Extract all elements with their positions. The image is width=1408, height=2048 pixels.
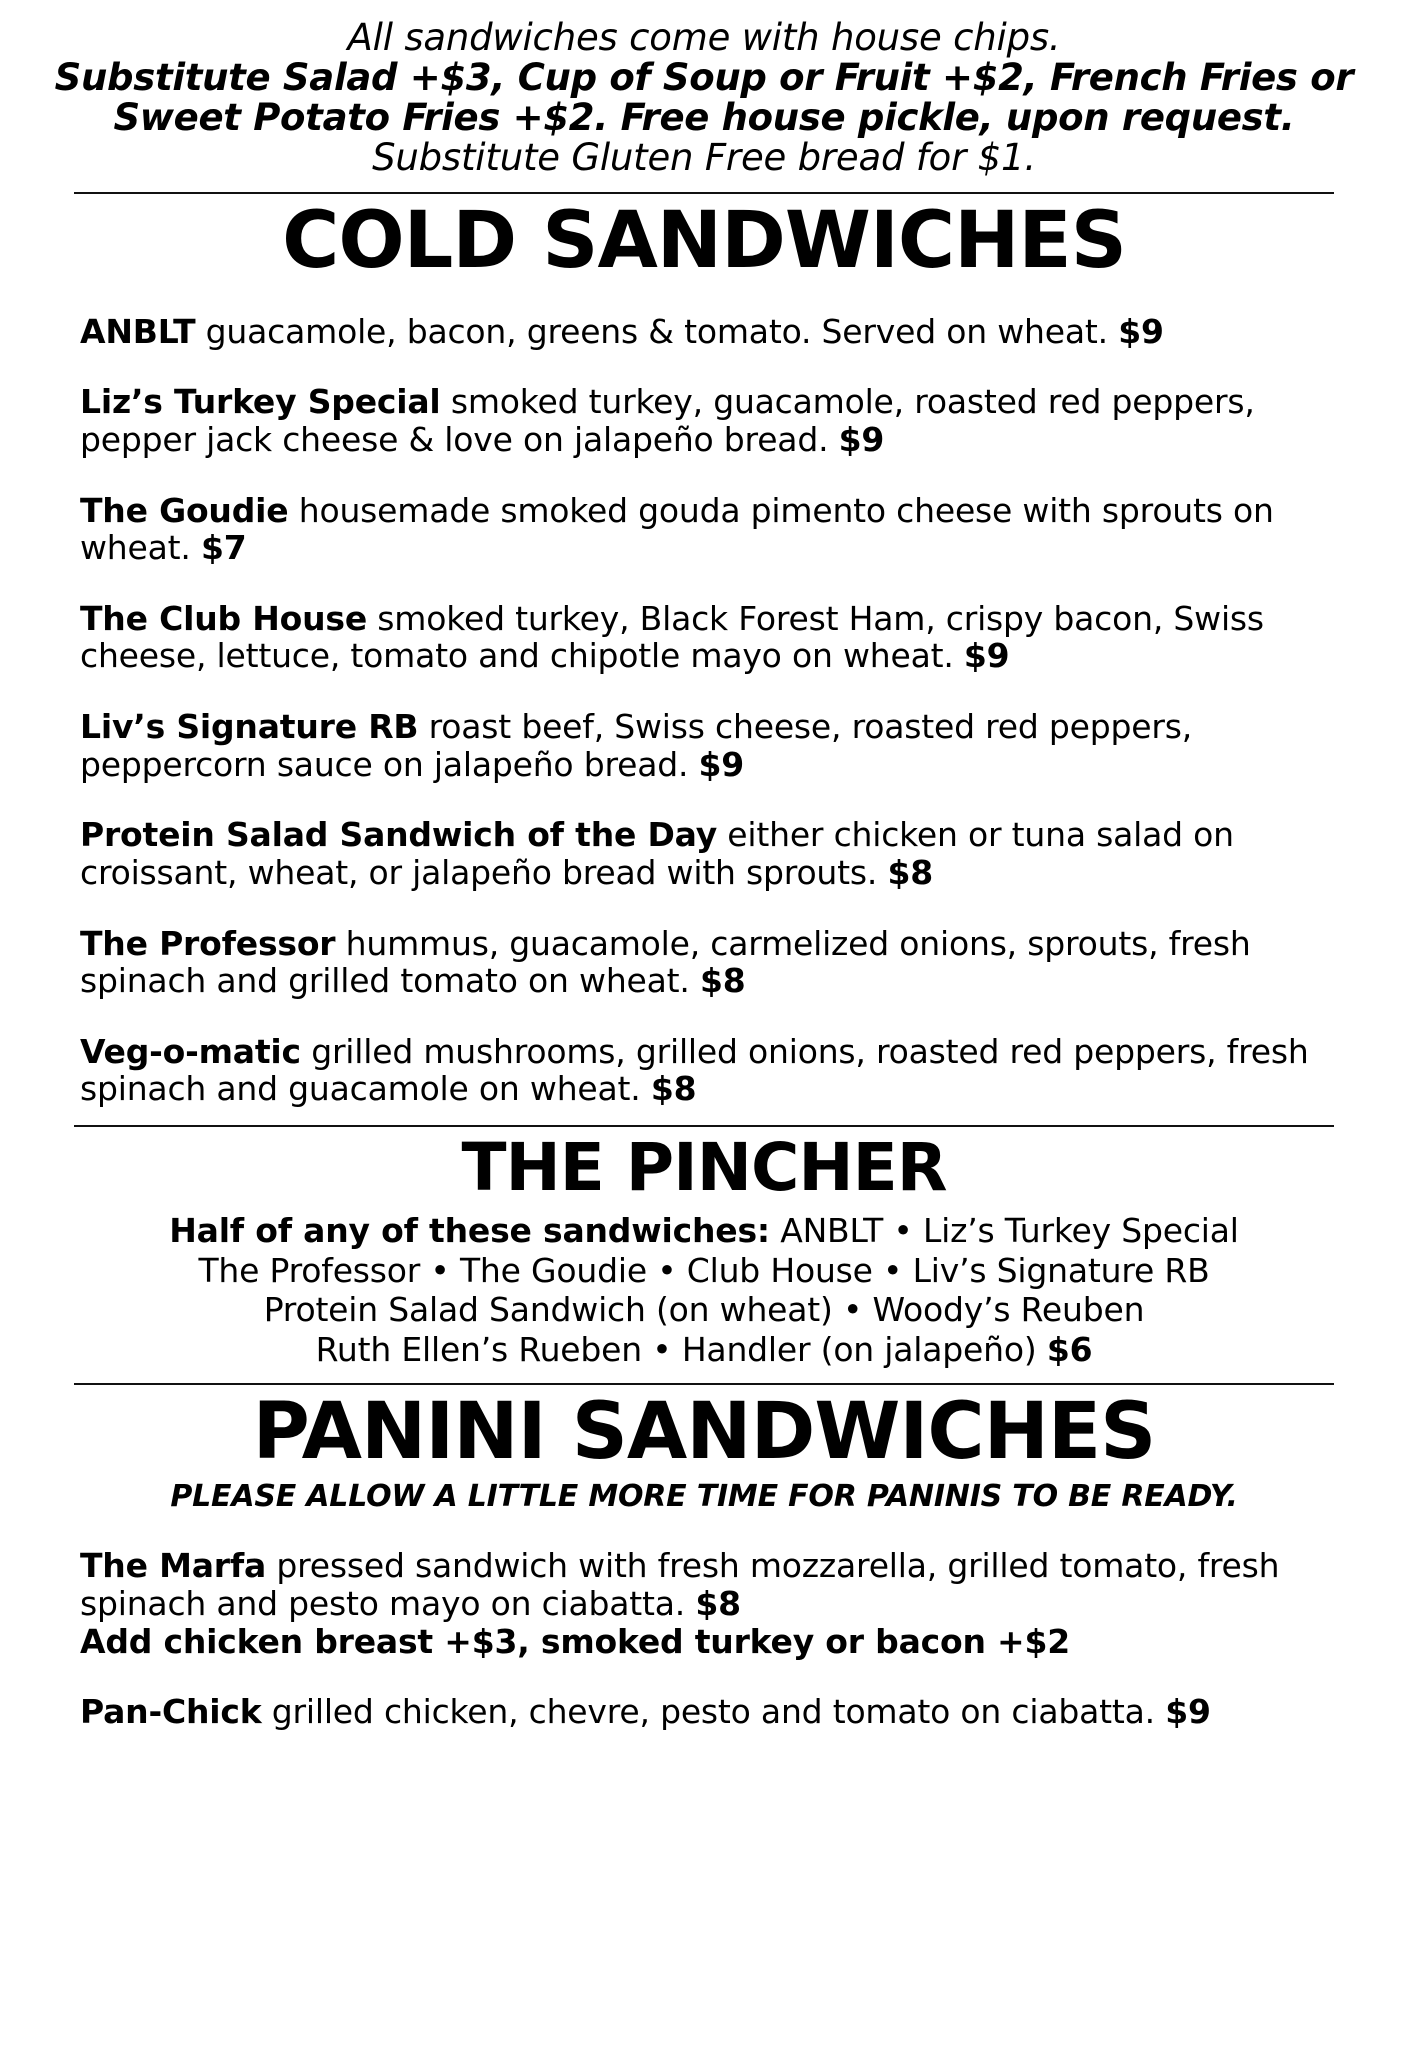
note-line-2: Substitute Salad +$3, Cup of Soup or Fruit +$2, French Fries or xyxy=(54,55,1354,99)
pincher-line-3: Protein Salad Sandwich (on wheat) • Woody’s Reuben xyxy=(263,1290,1145,1330)
note-line-4: Substitute Gluten Free bread for $1. xyxy=(372,135,1036,179)
divider-pincher xyxy=(74,1125,1334,1127)
item-price: $8 xyxy=(887,852,933,892)
item-description: either chicken or tuna salad on croissant, wheat, or jalapeño bread with sprouts. xyxy=(80,815,1234,892)
item-name: Liz’s Turkey Special xyxy=(80,382,441,422)
item-addon: Add chicken breast +$3, smoked turkey or bacon +$2 xyxy=(80,1621,1071,1661)
item-price: $8 xyxy=(695,1583,741,1623)
section-title-cold-sandwiches: COLD SANDWICHES xyxy=(282,195,1126,286)
item-price: $9 xyxy=(963,636,1010,676)
item-name: The Marfa xyxy=(80,1546,267,1586)
section-title-pincher: THE PINCHER xyxy=(461,1128,947,1206)
cold-sandwiches-list xyxy=(46,313,1362,1108)
list-item xyxy=(80,708,1338,783)
panini-list xyxy=(46,1547,1362,1730)
item-price: $9 xyxy=(698,744,745,784)
pincher-line-1 xyxy=(56,1211,1352,1251)
item-name: ANBLT xyxy=(80,311,196,351)
item-description: housemade smoked gouda pimento cheese with sprouts on wheat. xyxy=(80,490,1274,568)
note-line-3: Sweet Potato Fries +$2. Free house pickle, upon request. xyxy=(113,95,1295,139)
panini-subtitle: PLEASE ALLOW A LITTLE MORE TIME FOR PANINIS TO BE READY. xyxy=(170,1479,1238,1515)
item-name: Veg-o-matic xyxy=(80,1031,301,1071)
pincher-line-2: The Professor • The Goudie • Club House • Liv’s Signature RB xyxy=(198,1250,1210,1290)
item-description: hummus, guacamole, carmelized onions, sprouts, fresh spinach and grilled tomato on wheat. xyxy=(80,923,1251,1001)
item-price: $7 xyxy=(200,528,247,568)
item-description: guacamole, bacon, greens & tomato. Served on wheat. xyxy=(195,311,1119,351)
list-item xyxy=(80,925,1338,1000)
item-name: The Club House xyxy=(80,598,368,638)
list-item xyxy=(80,492,1338,567)
section-title-panini: PANINI SANDWICHES xyxy=(252,1387,1156,1478)
list-item xyxy=(80,383,1338,458)
item-price: $8 xyxy=(650,1069,697,1109)
pincher-items-1: ANBLT • Liz’s Turkey Special xyxy=(769,1210,1239,1250)
pincher-line-4 xyxy=(56,1330,1352,1370)
item-description: smoked turkey, Black Forest Ham, crispy bacon, Swiss cheese, lettuce, tomato and chipotle mayo on wheat. xyxy=(80,598,1264,676)
pincher-lead: Half of any of these sandwiches: xyxy=(169,1210,770,1250)
item-description: grilled chicken, chevre, pesto and tomato on ciabatta. xyxy=(261,1692,1166,1732)
item-description: pressed sandwich with fresh mozzarella, grilled tomato, fresh spinach and pesto mayo on ciabatta. xyxy=(80,1546,1280,1623)
list-item xyxy=(80,1033,1338,1108)
list-item xyxy=(80,816,1338,891)
item-name: Pan-Chick xyxy=(80,1692,262,1732)
item-description: smoked turkey, guacamole, roasted red peppers, pepper jack cheese & love on jalapeño bread. xyxy=(80,382,1255,460)
item-price: $8 xyxy=(700,961,746,1001)
note-line-1: All sandwiches come with house chips. xyxy=(347,16,1061,59)
item-name: Liv’s Signature RB xyxy=(80,707,419,747)
pincher-items-4: Ruth Ellen’s Rueben • Handler (on jalapeño) xyxy=(315,1329,1047,1369)
list-item xyxy=(80,1693,1338,1731)
item-price: $9 xyxy=(1118,311,1164,351)
item-name: Protein Salad Sandwich of the Day xyxy=(80,815,718,855)
item-description: roast beef, Swiss cheese, roasted red peppers, peppercorn sauce on jalapeño bread. xyxy=(80,707,1193,784)
pincher-price: $6 xyxy=(1046,1329,1093,1369)
pincher-list xyxy=(46,1211,1362,1369)
header-note xyxy=(46,18,1362,178)
item-name: The Professor xyxy=(80,923,336,963)
list-item xyxy=(80,313,1338,351)
list-item xyxy=(80,600,1338,675)
item-name: The Goudie xyxy=(80,490,289,530)
item-price: $9 xyxy=(838,420,885,460)
item-description: grilled mushrooms, grilled onions, roasted red peppers, fresh spinach and guacamole on wheat. xyxy=(80,1031,1309,1109)
item-price: $9 xyxy=(1165,1692,1211,1732)
list-item xyxy=(80,1547,1338,1660)
divider-panini xyxy=(74,1383,1334,1385)
divider-top xyxy=(74,192,1334,194)
